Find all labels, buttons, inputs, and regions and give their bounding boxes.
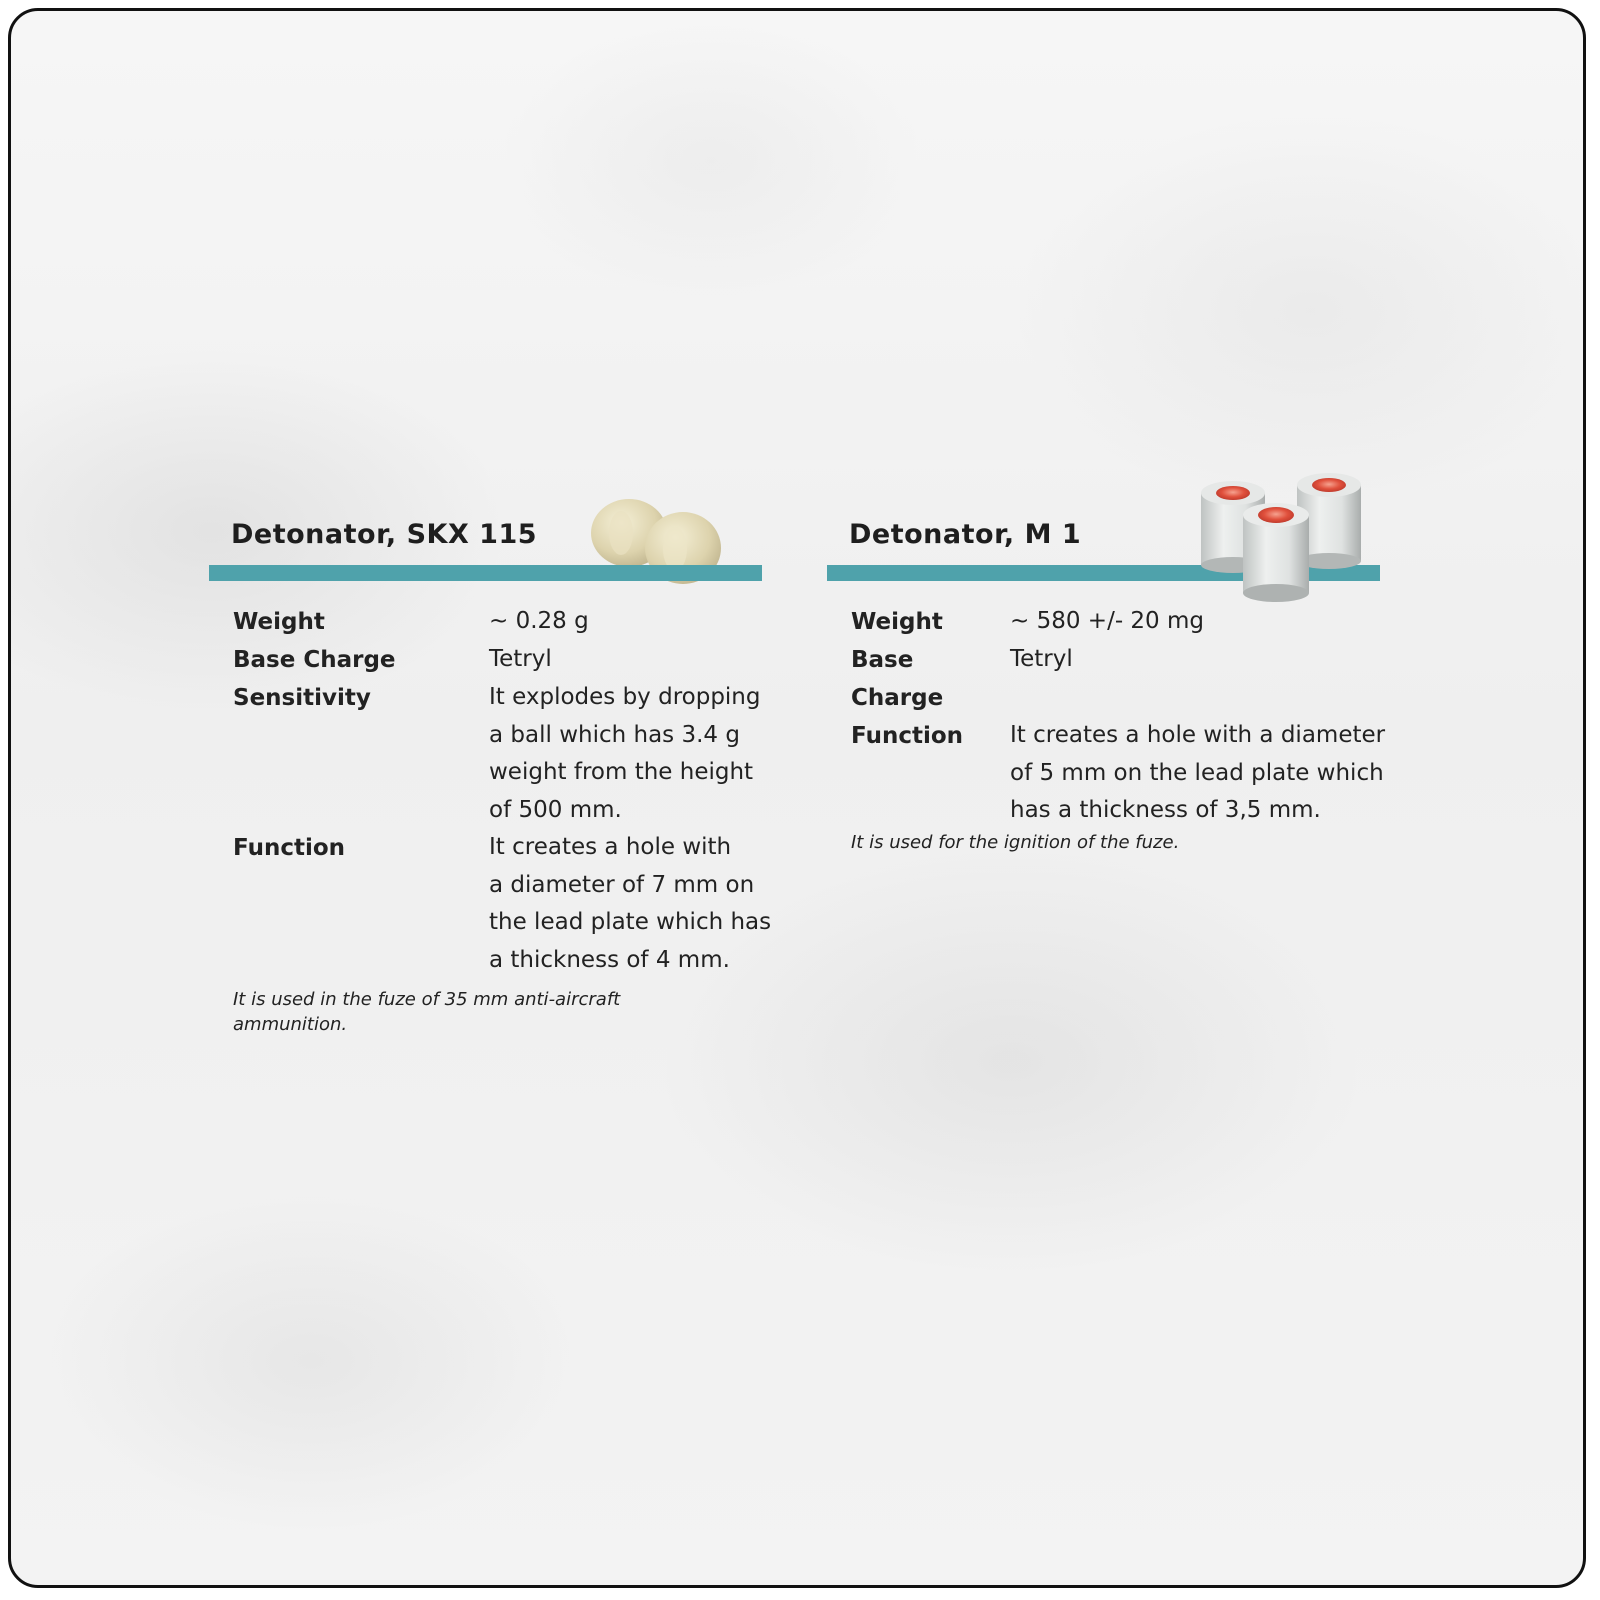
page-frame: [8, 8, 1586, 1588]
spec-value: It creates a hole with a diameter: [1010, 722, 1386, 748]
spec-row-sensitivity: [233, 679, 771, 829]
spec-value: Tetryl: [1010, 646, 1073, 672]
spec-list: [851, 603, 1385, 855]
spec-value: ~ 580 +/- 20 mg: [1010, 608, 1205, 634]
spec-row-weight: [233, 603, 771, 641]
spec-value: It explodes by dropping: [489, 684, 761, 710]
usage-note: [233, 987, 771, 1037]
spec-value: a thickness of 4 mm.: [489, 946, 730, 973]
spec-row-function: [851, 717, 1385, 830]
spec-label: Function: [233, 835, 346, 861]
spec-value: ~ 0.28 g: [489, 608, 589, 634]
usage-note-line: It is used in the fuze of 35 mm anti-aircraft: [233, 989, 621, 1010]
spec-row-base-charge: [851, 641, 1385, 717]
spec-label: Weight: [851, 609, 943, 635]
detonator-m1-image: [1189, 471, 1369, 611]
spec-value: the lead plate which has: [489, 909, 772, 935]
usage-note-line: It is used for the ignition of the fuze.: [851, 831, 1180, 853]
spec-row-weight: [851, 603, 1385, 641]
spec-value: a ball which has 3.4 g: [489, 721, 740, 748]
spec-value: Tetryl: [489, 646, 552, 672]
spec-row-base-charge: [233, 641, 771, 679]
spec-label: Weight: [233, 609, 325, 635]
spec-value: weight from the height: [489, 759, 754, 785]
usage-note: [851, 830, 1385, 855]
spec-value: of 500 mm.: [489, 796, 622, 823]
usage-note-line: ammunition.: [233, 1014, 348, 1035]
spec-value: It creates a hole with: [489, 834, 732, 860]
spec-value: of 5 mm on the lead plate which: [1010, 759, 1384, 786]
spec-label: Base Charge: [851, 647, 944, 711]
spec-label: Sensitivity: [233, 685, 371, 711]
spec-list: [233, 603, 771, 1037]
product-title: Detonator, M 1: [849, 519, 1082, 550]
spec-label: Function: [851, 723, 964, 749]
spec-value: a diameter of 7 mm on: [489, 871, 755, 898]
spec-label: Base Charge: [233, 647, 396, 673]
title-accent-bar: [209, 565, 762, 581]
spec-value: has a thickness of 3,5 mm.: [1010, 797, 1321, 823]
product-title: Detonator, SKX 115: [231, 519, 538, 550]
spec-row-function: [233, 829, 771, 979]
